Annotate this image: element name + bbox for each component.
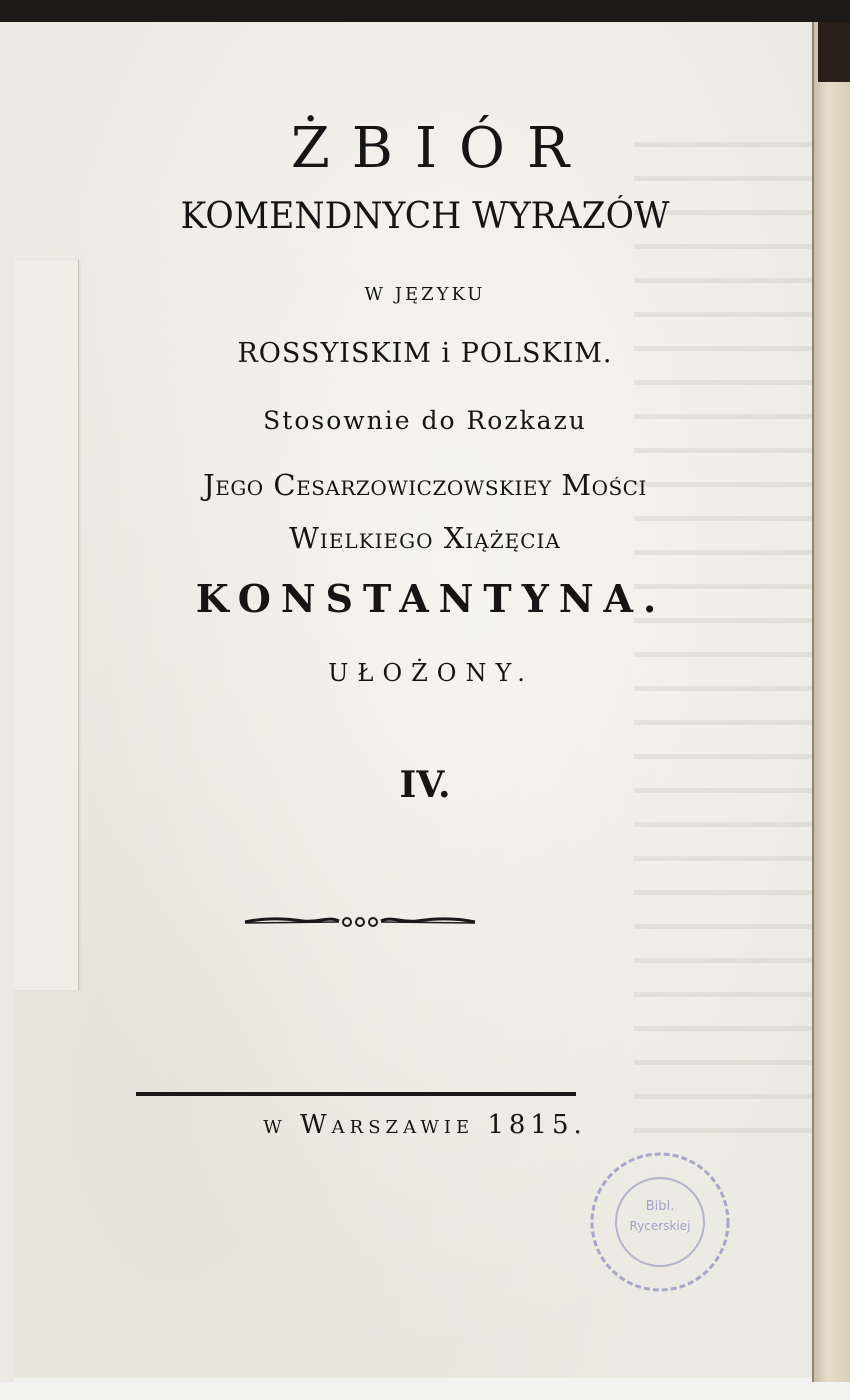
arranged-line: UŁOŻONY. <box>328 659 534 687</box>
left-page-edge <box>0 22 14 1382</box>
title-subtitle: KOMENDNYCH WYRAZÓW <box>180 196 670 237</box>
majesty-line: Jego Cesarzowiczowskiey Mości <box>203 468 647 502</box>
scan-top-edge <box>0 0 850 22</box>
imprint-line: w Warszawie 1815. <box>263 1110 587 1140</box>
duke-name: KONSTANTYNA. <box>195 576 667 621</box>
stamp-text-top: Bibl. <box>645 1199 675 1214</box>
stamp-text-mid: Rycerskiej <box>629 1219 691 1233</box>
grand-duke-line: Wielkiego Xiążęcia <box>289 521 561 555</box>
library-stamp <box>586 1148 734 1296</box>
folded-paper-edge <box>14 260 79 990</box>
language-intro: W JĘZYKU <box>364 284 486 305</box>
volume-number: IV. <box>399 764 451 806</box>
title-main: ŻBIÓR <box>290 116 592 181</box>
order-line: Stosownie do Rozkazu <box>263 406 587 435</box>
ornament-divider <box>243 912 477 932</box>
imprint-rule <box>136 1092 576 1096</box>
languages-line: ROSSYISKIM i POLSKIM. <box>237 338 613 369</box>
spine-dark-corner <box>818 22 850 82</box>
